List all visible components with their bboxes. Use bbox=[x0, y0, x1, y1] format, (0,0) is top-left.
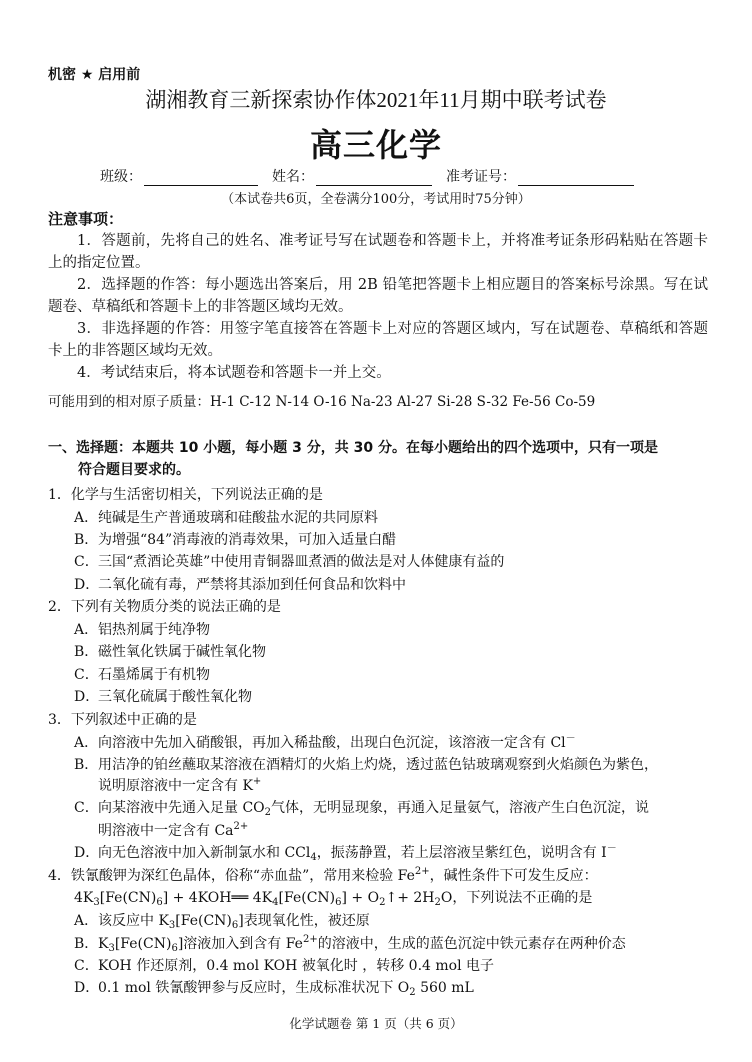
question-1-stem: 1．化学与生活密切相关，下列说法正确的是 bbox=[48, 487, 323, 503]
name-blank bbox=[316, 171, 432, 186]
notice-item: 1．答题前，先将自己的姓名、准考证号写在试题卷和答题卡上，并将准考证条形码粘贴在答题卡上的指定位置。 bbox=[48, 233, 708, 271]
question-2-stem: 2．下列有关物质分类的说法正确的是 bbox=[48, 599, 281, 615]
question-2-option-a: A．铝热剂属于纯净物 bbox=[74, 622, 210, 638]
question-4-option-b: B．$K_3[Fe(CN)_6]$溶液加入到含有 $Fe^{2+}$的溶液中，生成的蓝色沉淀中铁元素存在两种价态 bbox=[74, 934, 626, 954]
exam-title: 湖湘教育三新探索协作体2021年11月期中联考试卷 bbox=[145, 88, 607, 112]
page-footer: 化学试题卷 第 1 页（共 6 页） bbox=[289, 1016, 463, 1031]
exam-number-label: 准考证号： bbox=[446, 169, 516, 185]
question-1-option-d: D．二氧化硫有毒，严禁将其添加到任何食品和饮料中 bbox=[74, 577, 406, 593]
question-2-option-c: C．石墨烯属于有机物 bbox=[74, 667, 210, 683]
notice-title: 注意事项： bbox=[48, 210, 124, 228]
question-1-option-b: B．为增强“84”消毒液的消毒效果，可加入适量白醋 bbox=[74, 532, 397, 548]
question-3-option-b-cont: 说明原溶液中一定含有 K+ bbox=[98, 776, 262, 794]
question-4-option-a: A．该反应中 $K_3[Fe(CN)_6]$表现氧化性，被还原 bbox=[74, 913, 370, 931]
exam-note: （本试卷共6页，全卷满分100分，考试用时75分钟） bbox=[221, 192, 531, 207]
question-2-option-b: B．磁性氧化铁属于碱性氧化物 bbox=[74, 644, 266, 660]
student-info-row bbox=[100, 166, 648, 186]
question-3-option-b: B．用洁净的铂丝蘸取某溶液在酒精灯的火焰上灼烧，透过蓝色钴玻璃观察到火焰颜色为紫色， bbox=[74, 757, 658, 773]
exam-number-blank bbox=[518, 171, 634, 186]
question-3-stem: 3．下列叙述中正确的是 bbox=[48, 712, 197, 728]
confidential-mark: 机密 ★ 启用前 bbox=[48, 67, 141, 83]
question-3-option-c: C．向某溶液中先通入足量 $CO_2$气体，无明显现象，再通入足量氨气，溶液产生白色沉淀，说 bbox=[74, 800, 650, 818]
question-3-option-a: A．向溶液中先加入硝酸银，再加入稀盐酸，出现白色沉淀，该溶液一定含有 Cl－ bbox=[74, 733, 576, 751]
class-blank bbox=[144, 171, 258, 186]
notice-item: 2．选择题的作答：每小题选出答案后，用 2B 铅笔把答题卡上相应题目的答案标号涂黑。写在试题卷、草稿纸和答题卡上的非答题区域均无效。 bbox=[48, 277, 708, 315]
section-heading: 一、选择题：本题共 10 小题，每小题 3 分，共 30 分。在每小题给出的四个选项中，只有一项是 符合题目要求的。 bbox=[48, 440, 658, 478]
question-4-option-d: D．0.1 mol 铁氰酸钾参与反应时，生成标准状况下 $O_2$ 560 mL bbox=[74, 980, 474, 998]
notice-item: 4．考试结束后，将本试题卷和答题卡一并上交。 bbox=[77, 365, 391, 381]
question-1-option-c: C．三国“煮酒论英雄”中使用青铜器皿煮酒的做法是对人体健康有益的 bbox=[74, 554, 505, 570]
notice-item: 3．非选择题的作答：用签字笔直接答在答题卡上对应的答题区域内，写在试题卷、草稿纸和答题卡上的非答题区域均无效。 bbox=[48, 321, 708, 359]
class-label: 班级： bbox=[100, 169, 142, 185]
question-3-option-d: D．向无色溶液中加入新制氯水和 CCl$_4$，振荡静置，若上层溶液呈紫红色，说明含有 I－ bbox=[74, 843, 617, 863]
subject-title: 高三化学 bbox=[309, 126, 442, 164]
name-label: 姓名： bbox=[272, 169, 314, 185]
question-4-stem: 4．铁氰酸钾为深红色晶体，俗称“赤血盐”，常用来检验 $Fe^{2+}$，碱性条件下可发生反应： bbox=[48, 866, 598, 884]
question-1-option-a: A．纯碱是生产普通玻璃和硅酸盐水泥的共同原料 bbox=[74, 510, 378, 526]
question-3-option-c-cont: 明溶液中一定含有 $Ca^{2+}$ bbox=[98, 821, 249, 839]
question-4-equation: $4K_3[Fe(CN)_6]$ + 4KOH══ $4K_4[Fe(CN)_6]$ + $O_2↑+ 2H_2O$，下列说法不正确的是 bbox=[74, 890, 593, 908]
atomic-masses: 可能用到的相对原子质量：H-1 C-12 N-14 O-16 Na-23 Al-27 Si-28 S-32 Fe-56 Co-59 bbox=[48, 394, 596, 410]
question-2-option-d: D．三氧化硫属于酸性氧化物 bbox=[74, 689, 252, 705]
question-4-option-c: C．KOH 作还原剂，0.4 mol KOH 被氧化时 ，转移 0.4 mol 电子 bbox=[74, 958, 495, 974]
